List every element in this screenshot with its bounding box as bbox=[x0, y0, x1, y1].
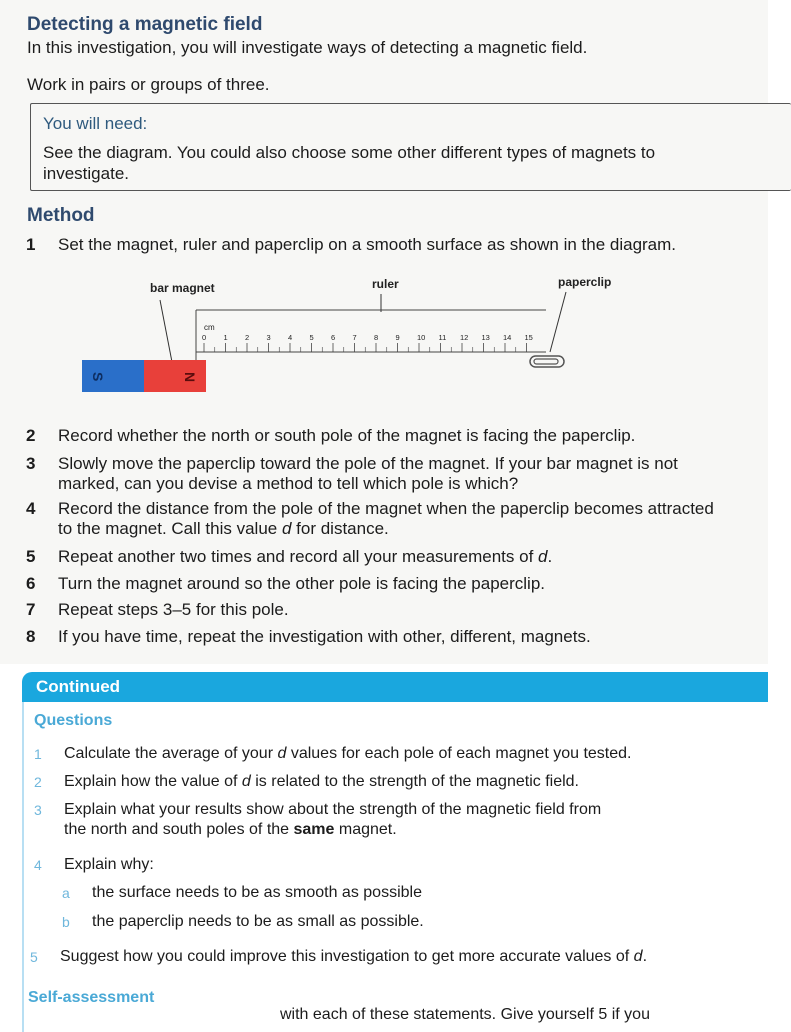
step-number: 5 bbox=[26, 547, 36, 566]
intro-text: In this investigation, you will investigate ways of detecting a magnetic field. bbox=[27, 38, 588, 57]
pole-label-n: N bbox=[182, 372, 198, 383]
ruler-tick-label: 11 bbox=[438, 333, 447, 342]
ruler-tick-label: 3 bbox=[266, 333, 271, 342]
ruler-tick-label: 6 bbox=[331, 333, 336, 342]
pole-label-s: S bbox=[90, 372, 106, 382]
ruler-tick-label: 14 bbox=[503, 333, 512, 342]
question-text: Explain why: bbox=[64, 856, 154, 873]
you-will-need-box bbox=[30, 103, 791, 191]
label-ruler: ruler bbox=[372, 277, 399, 291]
ruler-tick-label: 8 bbox=[374, 333, 379, 342]
step-text: Record the distance from the pole of the magnet when the paperclip becomes attracted bbox=[58, 499, 714, 518]
question-text: Calculate the average of your d values for each pole of each magnet you tested. bbox=[64, 745, 632, 762]
question-number: 4 bbox=[34, 857, 42, 873]
ruler-tick-label: 9 bbox=[395, 333, 400, 342]
step-text: Slowly move the paperclip toward the pole of the magnet. If your bar magnet is not bbox=[58, 454, 678, 473]
step-text: Repeat steps 3–5 for this pole. bbox=[58, 600, 289, 619]
step-number: 4 bbox=[26, 499, 36, 518]
ruler-tick-label: 7 bbox=[352, 333, 357, 342]
question-text: Explain what your results show about the strength of the magnetic field from bbox=[64, 801, 602, 818]
self-assessment-heading: Self-assessment bbox=[28, 989, 155, 1006]
ruler-tick-label: 13 bbox=[481, 333, 490, 342]
question-number: 3 bbox=[34, 802, 42, 818]
ruler-tick-label: 15 bbox=[524, 333, 533, 342]
ruler-unit: cm bbox=[204, 323, 215, 332]
leader-line-paperclip bbox=[550, 292, 566, 352]
continued-label: Continued bbox=[36, 677, 121, 696]
continued-banner bbox=[22, 672, 768, 702]
step-text: Record whether the north or south pole of the magnet is facing the paperclip. bbox=[58, 426, 636, 445]
ruler-tick-label: 12 bbox=[460, 333, 469, 342]
question-text-cont: the north and south poles of the same magnet. bbox=[64, 821, 397, 838]
self-assessment-text: with each of these statements. Give yourself 5 if you bbox=[280, 1006, 650, 1023]
ruler-tick-label: 4 bbox=[288, 333, 293, 342]
step-number: 2 bbox=[26, 426, 36, 445]
question-letter: a bbox=[62, 885, 70, 901]
label-paperclip: paperclip bbox=[558, 275, 612, 289]
ruler-tick-label: 5 bbox=[309, 333, 314, 342]
magnet-ruler-paperclip-diagram bbox=[76, 270, 612, 400]
you-will-need-text: See the diagram. You could also choose some other different types of magnets to investigate. bbox=[43, 143, 656, 183]
question-text: Suggest how you could improve this investigation to get more accurate values of d. bbox=[60, 948, 648, 965]
step-text-cont: to the magnet. Call this value d for distance. bbox=[58, 519, 389, 538]
ruler-tick-label: 0 bbox=[202, 333, 207, 342]
method-heading: Method bbox=[27, 205, 95, 226]
continued-page bbox=[0, 664, 768, 1024]
step-number: 8 bbox=[26, 627, 36, 646]
ruler-tick-label: 2 bbox=[245, 333, 250, 342]
ruler-tick-label: 10 bbox=[417, 333, 426, 342]
question-text: the surface needs to be as smooth as possible bbox=[92, 884, 422, 901]
page-title: Detecting a magnetic field bbox=[27, 14, 263, 35]
step-text: Repeat another two times and record all your measurements of d. bbox=[58, 547, 553, 566]
question-text: Explain how the value of d is related to the strength of the magnetic field. bbox=[64, 773, 579, 790]
question-number: 5 bbox=[30, 949, 38, 965]
step-text: Set the magnet, ruler and paperclip on a smooth surface as shown in the diagram. bbox=[58, 235, 677, 254]
question-text: the paperclip needs to be as small as possible. bbox=[92, 913, 424, 930]
question-number: 1 bbox=[34, 746, 42, 762]
step-number: 1 bbox=[26, 235, 36, 254]
step-text: Turn the magnet around so the other pole is facing the paperclip. bbox=[58, 574, 546, 593]
step-number: 3 bbox=[26, 454, 36, 473]
step-text: If you have time, repeat the investigation with other, different, magnets. bbox=[58, 627, 591, 646]
step-number: 7 bbox=[26, 600, 36, 619]
step-number: 6 bbox=[26, 574, 36, 593]
paperclip-icon bbox=[530, 356, 564, 367]
leader-line-magnet bbox=[160, 300, 172, 362]
ruler-tick-label: 1 bbox=[223, 333, 228, 342]
you-will-need-heading: You will need: bbox=[43, 114, 148, 133]
question-letter: b bbox=[62, 914, 70, 930]
label-bar-magnet: bar magnet bbox=[150, 281, 215, 295]
question-number: 2 bbox=[34, 774, 42, 790]
step-text-cont: marked, can you devise a method to tell which pole is which? bbox=[58, 474, 519, 493]
ruler-ticks bbox=[202, 333, 533, 352]
questions-heading: Questions bbox=[34, 712, 113, 729]
intro-text-2: Work in pairs or groups of three. bbox=[27, 75, 270, 94]
